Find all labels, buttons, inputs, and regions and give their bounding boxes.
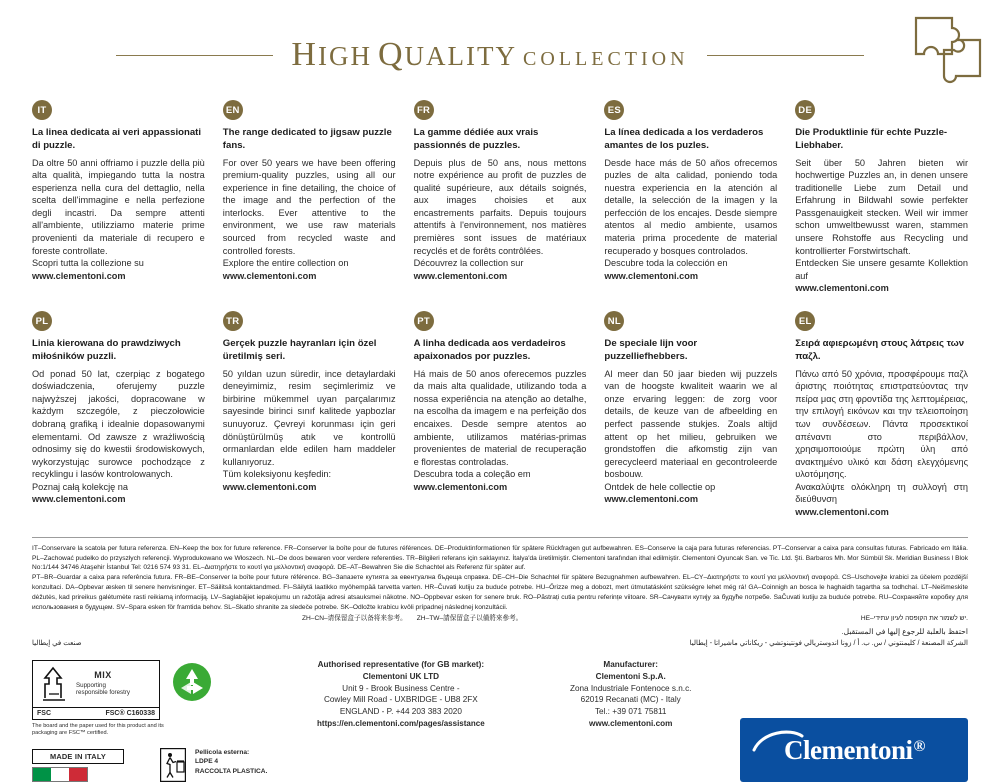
header [26,36,974,74]
legal-zh-tw: ZH–TW–請保留盒子以備將來參考。 [416,614,523,622]
legal-ar-2-right: صنعت في إيطاليا [32,640,82,648]
title-collection: COLLECTION [523,48,689,70]
title-q: Q [377,36,405,73]
language-site-tr[interactable]: www.clementoni.com [222,481,317,492]
fsc-note: The board and the paper used for this product and its packaging are FSC™ certified. [32,722,164,736]
language-tail-it: Scopri tutta la collezione su [32,258,144,269]
manufacturer-address-1: Zona Industriale Fontenoce s.n.c. [569,683,692,693]
manufacturer-phone: Tel.: +39 071 75811 [594,707,667,717]
language-tail-nl: Ontdek de hele collectie op [604,481,716,492]
language-heading-fr: La gamme dédiée aux vrais passionnés de puzzles. [413,127,539,151]
recycling-icon [172,662,212,702]
title-h: H [291,36,318,73]
brand-registered-mark: ® [913,737,925,755]
language-heading-pl: Linia kierowana do prawdziwych miłośników puzzli. [32,338,181,362]
italy-flag-icon [32,767,88,782]
legal-text [26,544,974,650]
fsc-code-row [33,707,159,719]
language-site-pl[interactable]: www.clementoni.com [32,494,126,505]
language-block-en [223,100,396,305]
language-block-pl [32,311,205,529]
language-site-it[interactable]: www.clementoni.com [32,270,126,281]
language-body-es: Desde hace más de 50 años ofrecemos puzles de alta calidad, poniendo toda nuestra experiencia en la atención al detalle, la selección de la imagen y la perfección de los encajes. Desde siempre atentos al medio ambiente, usamos materia prima procedente de material recuperado y bosques controlados. [604,157,778,256]
representative-address-1: Unit 9 - Brook Business Centre - [342,683,460,693]
language-tail-pl: Poznaj całą kolekcję na [32,481,129,492]
header-rule-right [707,55,864,56]
fsc-label: FSC [37,709,51,717]
fsc-mix-line2: responsible forestry [76,689,130,697]
representative-address-3: ENGLAND - P. +44 203 383 2020 [339,707,462,717]
plastic-line2: LDPE 4 [195,758,219,766]
language-tail-el: Ανακαλύψτε ολόκληρη τη συλλογή στη διεύθυνση [795,481,968,505]
legal-ar-1: احتفظ بالعلبة للرجوع إليها في المستقبل. [841,626,968,636]
legal-line-2: PT–BR–Guardar a caixa para referência futura. FR–BE–Conserver la boîte pour future référence. BG–Запазете кутията за евентуална бъдеща справка. DE–CH–Die Schachtel für spätere Bezugnahmen aufbewahren. EL–CY–Διατηρήστε το κουτί για μελλοντική αναφορά. CS–Uschovejte krabici za účelem pozdější konzultaci. DA–Opbevar æsken til senere henvisninger. ET–Säilitsä kontaktandmed. FI–Säilytä laatikko myöhempää tarvetta varten. HR–Čuvati kutiju za buduće potrebe. HU–Őrizze meg a dobozt, mert útmutatásként szükségre lehet még rá! GA–Coinnigh an bosca le haghaidh tagartha sa todhchaí. LT–Neišmeskite dėžutės, kad prireikus galėtumėte rasti reikiamą informaciją. LV–Saglabājiet iepakojumu un ražotāja adresi atsauksmei nākotne. NO–Oppbevar esken for senere bruk. RO–Păstrați cutia pentru referințe viitoare. SR–Сачувати кутију за будуће потребе. SaČuvati kutiju za buduće potrebe. RU–Сохраняйте коробку для использования в будущем. SV–Spara esken för framtida behov. SL–Skatlo shranite za sledeče potrebe. SK–Odložte krabicu kvôli prípadnej následnej konzultácii. [32,574,968,611]
language-badge-it: IT [32,100,52,120]
language-badge-pt: PT [414,311,434,331]
language-block-el [795,311,968,529]
language-body-el: Πάνω από 50 χρόνια, προσφέρουμε παζλ άριστης ποιότητας επιστρατεύοντας την πείρα μας στη φροντίδα της λεπτομέρειας, την επιλογή εικόνων και την τελειοποίηση των συνδέσεων. Πάντα προσεκτικοί απέναντι στο περιβάλλον, χρησιμοποιούμε πρώτη ύλη από ανακτημένο υλικό και δάση ελεγχόμενης υλοτόμησης. [795,368,968,480]
language-badge-nl: NL [604,311,624,331]
language-badge-fr: FR [414,100,434,120]
fsc-mix-label: MIX [94,670,112,681]
language-tail-es: Descubre toda la colección en [604,258,728,269]
fsc-badge [32,660,160,720]
language-grid-row1 [26,100,974,305]
fsc-license-code: FSC® C160338 [105,709,155,717]
plastic-disposal-block [160,748,270,782]
representative-title: Authorised representative (for GB market): [317,659,485,669]
made-in-italy-block [32,749,124,782]
bin-man-icon [160,748,186,782]
language-block-fr [414,100,587,305]
plastic-line3: RACCOLTA PLASTICA. [195,767,268,775]
cert-row [32,660,270,720]
language-block-pt [414,311,587,529]
language-body-nl: Al meer dan 50 jaar bieden wij puzzels van de hoogste kwaliteit waarin we al onze ervaring leggen: de zorg voor details, de keuze van de afbeelding en perfect passende stukjes. Zoals altijd attent op het milieu, gebruiken we grondstoffen die afkomstig zijn van gerecycleerd materiaal en gecontroleerde bosbouw. [604,368,778,480]
language-tail-en: Explore the entire collection on [222,258,349,269]
brand-name-text: Clementoni [784,734,913,765]
language-tail-de: Entdecken Sie unsere gesamte Kollektion auf [795,258,968,281]
representative-company: Clementoni UK LTD [362,671,439,681]
language-block-tr [223,311,396,529]
footer [26,660,974,782]
language-site-el[interactable]: www.clementoni.com [795,507,889,518]
manufacturer-site[interactable]: www.clementoni.com [589,719,673,729]
language-site-de[interactable]: www.clementoni.com [795,283,889,294]
title-uality: UALITY [404,41,518,71]
manufacturer-company: Clementoni S.p.A. [595,671,666,681]
made-in-italy-label: MADE IN ITALY [32,749,124,764]
language-body-de: Seit über 50 Jahren bieten wir hochwertige Puzzles an, in denen unsere traditionelle Liebe zum Detail und Erfahrung in Bildwahl sowie perfekter Passgenauigkeit stecken. Weil wir immer schon umweltbewusst waren, stammen unsere Rohstoffe aus Recycling und kontrollierter Forstwirtschaft. [795,157,968,256]
header-rule-left [116,55,273,56]
fsc-mix-line1: Supporting [76,681,106,689]
language-body-tr: 50 yıldan uzun süredir, ince detaylardaki deneyimimiz, resim seçimlerimiz ve birbirine mükemmel uyan parçalarımız sayesinde birinci sınıf kalitede yapbozlar sunuyoruz. Çevreyi korunması için geri dönüştürülmüş atık ve kontrollü ormanlardan elde edilen ham maddeler kullanıyoruz. [222,368,396,467]
language-block-es [604,100,777,305]
legal-ar-row [32,639,968,650]
language-tail-tr: Tüm koleksiyonu keşfedin: [222,469,332,480]
language-heading-en: The range dedicated to jigsaw puzzle fans. [222,127,392,151]
language-heading-nl: De speciale lijn voor puzzelliefhebbers. [604,338,698,362]
assistance-link[interactable]: https://en.clementoni.com/pages/assistance [317,719,485,729]
brand-logo-column [740,660,968,782]
language-body-it: Da oltre 50 anni offriamo i puzzle della più alta qualità, impiegando tutta la nostra esperienza nella cura del dettaglio, nella scelta dell'immagine e nella perfezione degli incastri. Da sempre attenti all'ambiente, utilizziamo materie prime provenienti da materiale di recupero e foreste controllate. [32,157,205,256]
plastic-title: Pellicola esterna: [195,749,250,757]
language-site-en[interactable]: www.clementoni.com [222,270,317,281]
language-block-de [795,100,968,305]
language-body-en: For over 50 years we have been offering premium-quality puzzles, using all our experience in fine detailing, the choice of the image and the perfection of the interlocks. Ever attentive to the environment, we use raw materials sourced from recycled waste and controlled forests. [222,157,396,256]
language-tail-fr: Découvrez la collection sur [413,258,524,269]
legal-he: HE–יש לשמור את הקופסה לעיון עתידי. [860,614,968,622]
language-heading-es: La línea dedicada a los verdaderos amantes de los puzles. [604,127,764,151]
language-badge-en: EN [223,100,243,120]
divider [32,537,968,538]
language-body-pt: Há mais de 50 anos oferecemos puzzles da mais alta qualidade, utilizando toda a nossa experiência na atenção ao detalhe, na escolha da imagem e na perfeição dos encaixes. Desde sempre atentos ao ambiente, utilizamos matérias-primas provenientes de material de recuperação e florestas controladas. [413,368,587,467]
manufacturer-address-2: 62019 Recanati (MC) - Italy [580,695,681,705]
fsc-mix-row [33,661,159,707]
title-igh: IGH [317,41,372,71]
language-badge-tr: TR [223,311,243,331]
authorised-representative-column [280,660,521,782]
language-heading-pt: A linha dedicada aos verdadeiros apaixonados por puzzles. [413,338,566,362]
representative-address-2: Cowley Mill Road - UXBRIDGE - UB8 2FX [323,695,478,705]
language-site-fr[interactable]: www.clementoni.com [413,270,508,281]
language-block-nl [604,311,777,529]
language-heading-el: Σειρά αφιερωμένη στους λάτρεις των παζλ. [795,338,965,362]
page-title [291,36,688,74]
legal-line-1: IT–Conservare la scatola per futura referenza. EN–Keep the box for future reference. FR–Conserver la boîte pour de futures références. DE–Produktinformationen für spätere Rückfragen gut aufbewahren. ES–Conserve la caja para futuras referencias. PT–Conservar a caixa para consultas futuras. Fabricado em Itália. PL–Zachować pudełko do przyszłych referencji. Wyprodukowano we Włoszech. NL–De doos bewaren voor verdere referenties. TR–Bilgileri referans için saklayınız. İtalya'da üretilmiştir. Clementoni tarafından ithal edilmiştir. Clementoni Oyuncak San. ve Tic. Ltd. Şti. Barbaros Mh. Mor Sümbül Sk. Meridian Business l Blok No:1/144 34746 Ataşehir İstanbul Tel: 0216 574 93 31. EL–Διατηρήστε το κουτί για μελλοντική αναφορά. DE–AT–Bewahren Sie die Schachtel als Referenz für später auf. [32,544,968,572]
legal-ar-2-left: الشركة المصنعة / كليمنتوني / س. ب. أ / زونا اندوستريالي فونتينوتشي - ريكاناتي ماشيراتا - إيطاليا [689,640,968,648]
language-heading-de: Die Produktlinie für echte Puzzle-Liebhaber. [795,127,948,151]
language-badge-pl: PL [32,311,52,331]
language-block-it [32,100,205,305]
puzzle-piece-icon [912,14,984,86]
manufacturer-column [531,660,730,782]
fsc-tree-icon [37,664,71,704]
language-heading-tr: Gerçek puzzle hayranları için özel üretilmiş seri. [222,338,377,362]
language-grid-row2 [26,311,974,529]
language-body-pl: Od ponad 50 lat, czerpiąc z bogatego doświadczenia, oferujemy puzzle najwyższej jakości, dopracowane w każdym szczególe, z pieczołowicie dobraną grafiką i idealnie dopasowanymi elementami. Od zawsze z wrażliwością odnosimy się do kwestii środowiskowych, wykorzystując surowce pochodzące z recyklingu i lasów kontrolowanych. [32,368,205,480]
legal-cjk-he-row [32,614,968,624]
language-tail-pt: Descubra toda a coleção em [413,469,531,480]
language-badge-es: ES [604,100,624,120]
language-heading-it: La linea dedicata ai veri appassionati di puzzle. [32,127,202,151]
manufacturer-title: Manufacturer: [603,659,658,669]
clementoni-logo [740,718,968,782]
certifications-column [32,660,270,782]
language-site-pt[interactable]: www.clementoni.com [413,481,508,492]
language-badge-de: DE [795,100,815,120]
language-badge-el: EL [795,311,815,331]
language-site-es[interactable]: www.clementoni.com [604,270,698,281]
language-body-fr: Depuis plus de 50 ans, nous mettons notre expérience au profit de puzzles de qualité supérieure, aux détails soignés, aux images choisies et aux encastrements parfaits. Depuis toujours attentifs à l'environnement, nos matières premières sont issues de matériaux recyclés et de forêts contrôlées. [413,157,587,256]
legal-zh-cn: ZH–CN–请保留盒子以备将来参考。 [302,614,407,622]
plastic-text [195,748,267,776]
fsc-mix-text [76,670,130,697]
language-site-nl[interactable]: www.clementoni.com [604,494,698,505]
brand-name [784,735,924,766]
